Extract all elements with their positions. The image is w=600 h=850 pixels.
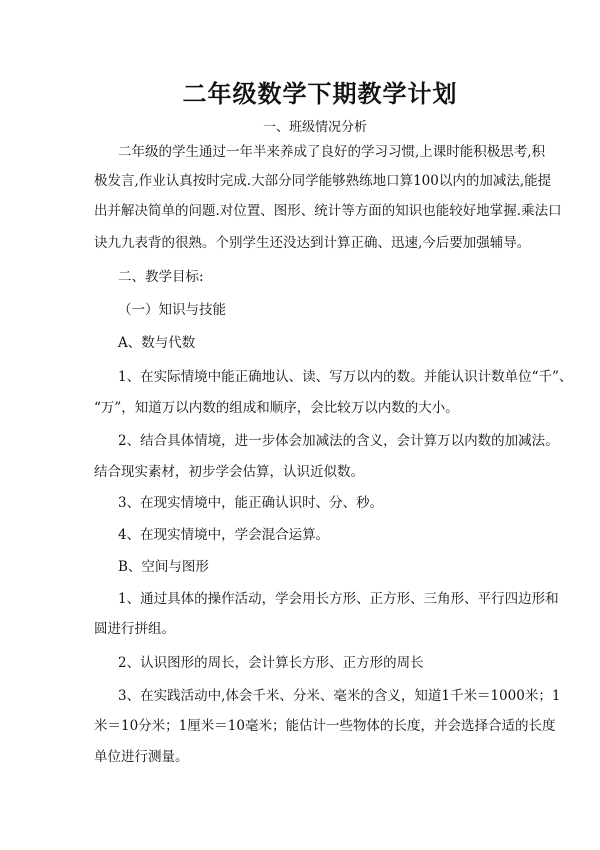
list-item-line: 结合现实素材，初步学会估算，认识近似数。 — [94, 464, 364, 480]
list-item-line: 3、在实践活动中,体会千米、分米、毫米的含义，知道1千米＝1000米；1 — [118, 688, 561, 704]
paragraph-line: 极发言,作业认真按时完成.大部分同学能够熟练地口算100以内的加减法,能提 — [94, 173, 552, 189]
list-item-line: “万”，知道万以内数的组成和顺序，会比较万以内数的大小。 — [94, 400, 459, 416]
part-heading-space-shapes: B、空间与图形 — [118, 559, 209, 575]
document-title: 二年级数学下期教学计划 — [182, 79, 458, 108]
paragraph-line: 二年级的学生通过一年半来养成了良好的学习习惯,上课时能积极思考,积 — [118, 144, 546, 160]
list-item: 3、在现实情境中，能正确认识时、分、秒。 — [118, 495, 384, 511]
list-item-line: 2、结合具体情境，进一步体会加减法的含义，会计算万以内数的加减法。 — [118, 433, 559, 449]
paragraph-line: 出并解决简单的问题.对位置、图形、统计等方面的知识也能较好地掌握.乘法口 — [94, 203, 562, 219]
list-item-line: 米＝10分米；1厘米＝10毫米；能估计一些物体的长度，并会选择合适的长度 — [94, 718, 556, 734]
section-heading-teaching-goals: 二、教学目标: — [118, 269, 204, 285]
paragraph-line: 诀九九表背的很熟。个别学生还没达到计算正确、迅速,今后要加强辅导。 — [94, 235, 531, 251]
list-item-line: 1、通过具体的操作活动，学会用长方形、正方形、三角形、平行四边形和 — [118, 591, 559, 607]
list-item: 2、认识图形的周长，会计算长方形、正方形的周长 — [118, 655, 424, 671]
list-item-line: 圆进行拼组。 — [94, 621, 175, 637]
list-item-line: 单位进行测量。 — [94, 749, 189, 765]
list-item-line: 1、在实际情境中能正确地认、读、写万以内的数。并能认识计数单位“千”、 — [118, 369, 573, 385]
list-item: 4、在现实情境中，学会混合运算。 — [118, 527, 330, 543]
section-heading-class-analysis: 一、班级情况分析 — [262, 120, 367, 135]
subsection-heading-knowledge-skills: （一）知识与技能 — [118, 302, 226, 318]
part-heading-numbers-algebra: A、数与代数 — [118, 335, 196, 351]
